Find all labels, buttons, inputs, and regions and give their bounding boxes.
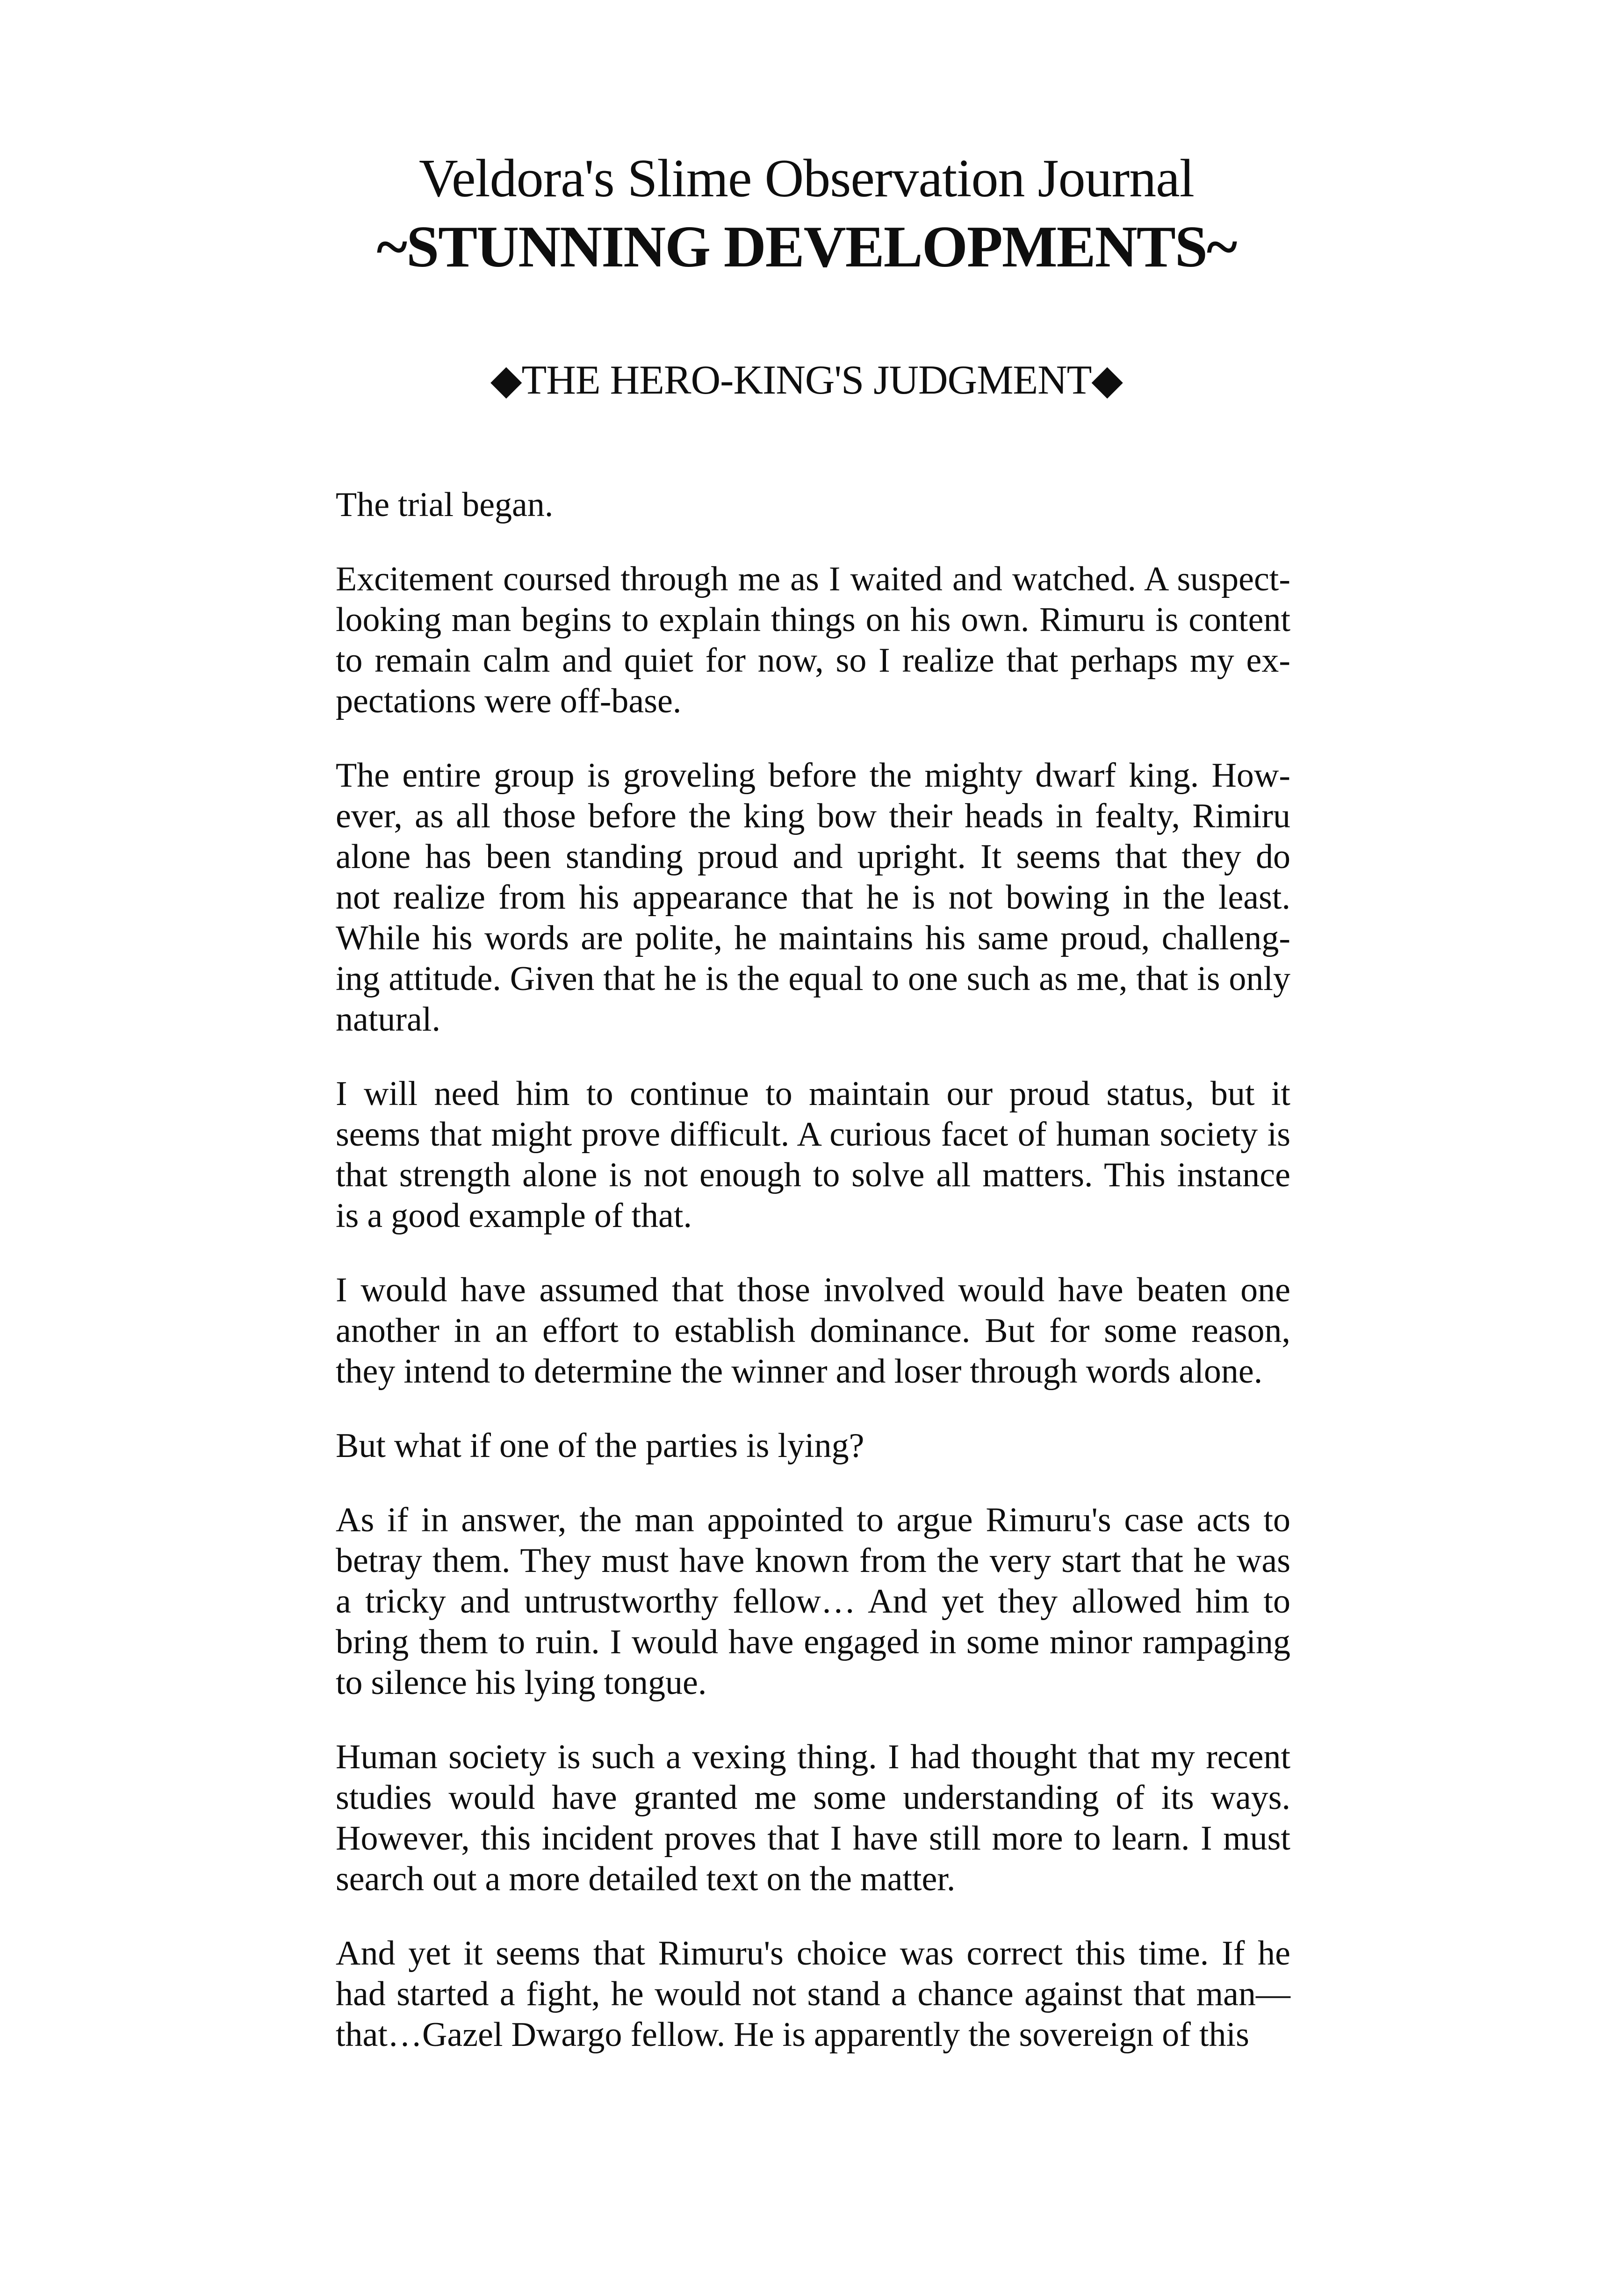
paragraph xyxy=(336,755,1290,1040)
text-line: The entire group is groveling before the mighty dwarf king. How- xyxy=(336,756,1290,795)
text-line: they intend to determine the winner and loser through words alone. xyxy=(336,1352,1263,1391)
text-line: looking man begins to explain things on his own. Rimuru is content xyxy=(336,601,1290,639)
text-line: alone has been standing proud and upright. It seems that they do xyxy=(336,838,1290,876)
text-line: As if in answer, the man appointed to argue Rimuru's case acts to xyxy=(336,1501,1290,1539)
text-line: that…Gazel Dwargo fellow. He is apparently the sovereign of this xyxy=(336,2016,1249,2054)
text-line: betray them. They must have known from the very start that he was xyxy=(336,1542,1290,1580)
text-line: search out a more detailed text on the matter. xyxy=(336,1860,956,1898)
text-line: While his words are polite, he maintains his same proud, challeng- xyxy=(336,919,1290,957)
paragraph xyxy=(336,1500,1290,1703)
text-line: is a good example of that. xyxy=(336,1197,692,1235)
text-line: that strength alone is not enough to solve all matters. This instance xyxy=(336,1156,1290,1194)
text-line: However, this incident proves that I have still more to learn. I must xyxy=(336,1819,1290,1858)
text-line: And yet it seems that Rimuru's choice was correct this time. If he xyxy=(336,1934,1290,1973)
text-line: I would have assumed that those involved would have beaten one xyxy=(336,1271,1290,1309)
text-line: Excitement coursed through me as I waited and watched. A suspect- xyxy=(336,560,1290,598)
paragraph xyxy=(336,1933,1290,2055)
text-line: studies would have granted me some understanding of its ways. xyxy=(336,1779,1290,1817)
page-subtitle: ~STUNNING DEVELOPMENTS~ xyxy=(376,215,1237,280)
text-line: seems that might prove difficult. A curious facet of human society is xyxy=(336,1115,1290,1154)
text-line: pectations were off-base. xyxy=(336,682,682,720)
text-line: to silence his lying tongue. xyxy=(336,1664,707,1702)
paragraph xyxy=(336,1270,1290,1392)
paragraph xyxy=(336,1074,1290,1236)
text-line: I will need him to continue to maintain our proud status, but it xyxy=(336,1075,1290,1113)
text-line: bring them to ruin. I would have engaged in some minor rampaging xyxy=(336,1623,1290,1661)
body-text xyxy=(336,485,1290,2089)
text-line: ing attitude. Given that he is the equal to one such as me, that is only xyxy=(336,960,1290,998)
page-title: Veldora's Slime Observation Journal xyxy=(419,149,1194,208)
paragraph xyxy=(336,1426,1290,1466)
text-line: to remain calm and quiet for now, so I realize that perhaps my ex- xyxy=(336,641,1290,680)
section-heading: ◆THE HERO-KING'S JUDGMENT◆ xyxy=(490,358,1123,403)
text-line: natural. xyxy=(336,1000,440,1039)
text-line: The trial began. xyxy=(336,486,554,524)
paragraph xyxy=(336,559,1290,722)
text-line: had started a fight, he would not stand a chance against that man— xyxy=(336,1975,1290,2013)
text-line: ever, as all those before the king bow their heads in fealty, Rimiru xyxy=(336,797,1290,835)
text-line: not realize from his appearance that he is not bowing in the least. xyxy=(336,878,1290,917)
text-line: a tricky and untrustworthy fellow… And yet they allowed him to xyxy=(336,1582,1290,1621)
text-line: But what if one of the parties is lying? xyxy=(336,1427,864,1465)
paragraph xyxy=(336,485,1290,525)
text-line: Human society is such a vexing thing. I had thought that my recent xyxy=(336,1738,1290,1776)
text-line: another in an effort to establish dominance. But for some reason, xyxy=(336,1312,1290,1350)
paragraph xyxy=(336,1737,1290,1900)
